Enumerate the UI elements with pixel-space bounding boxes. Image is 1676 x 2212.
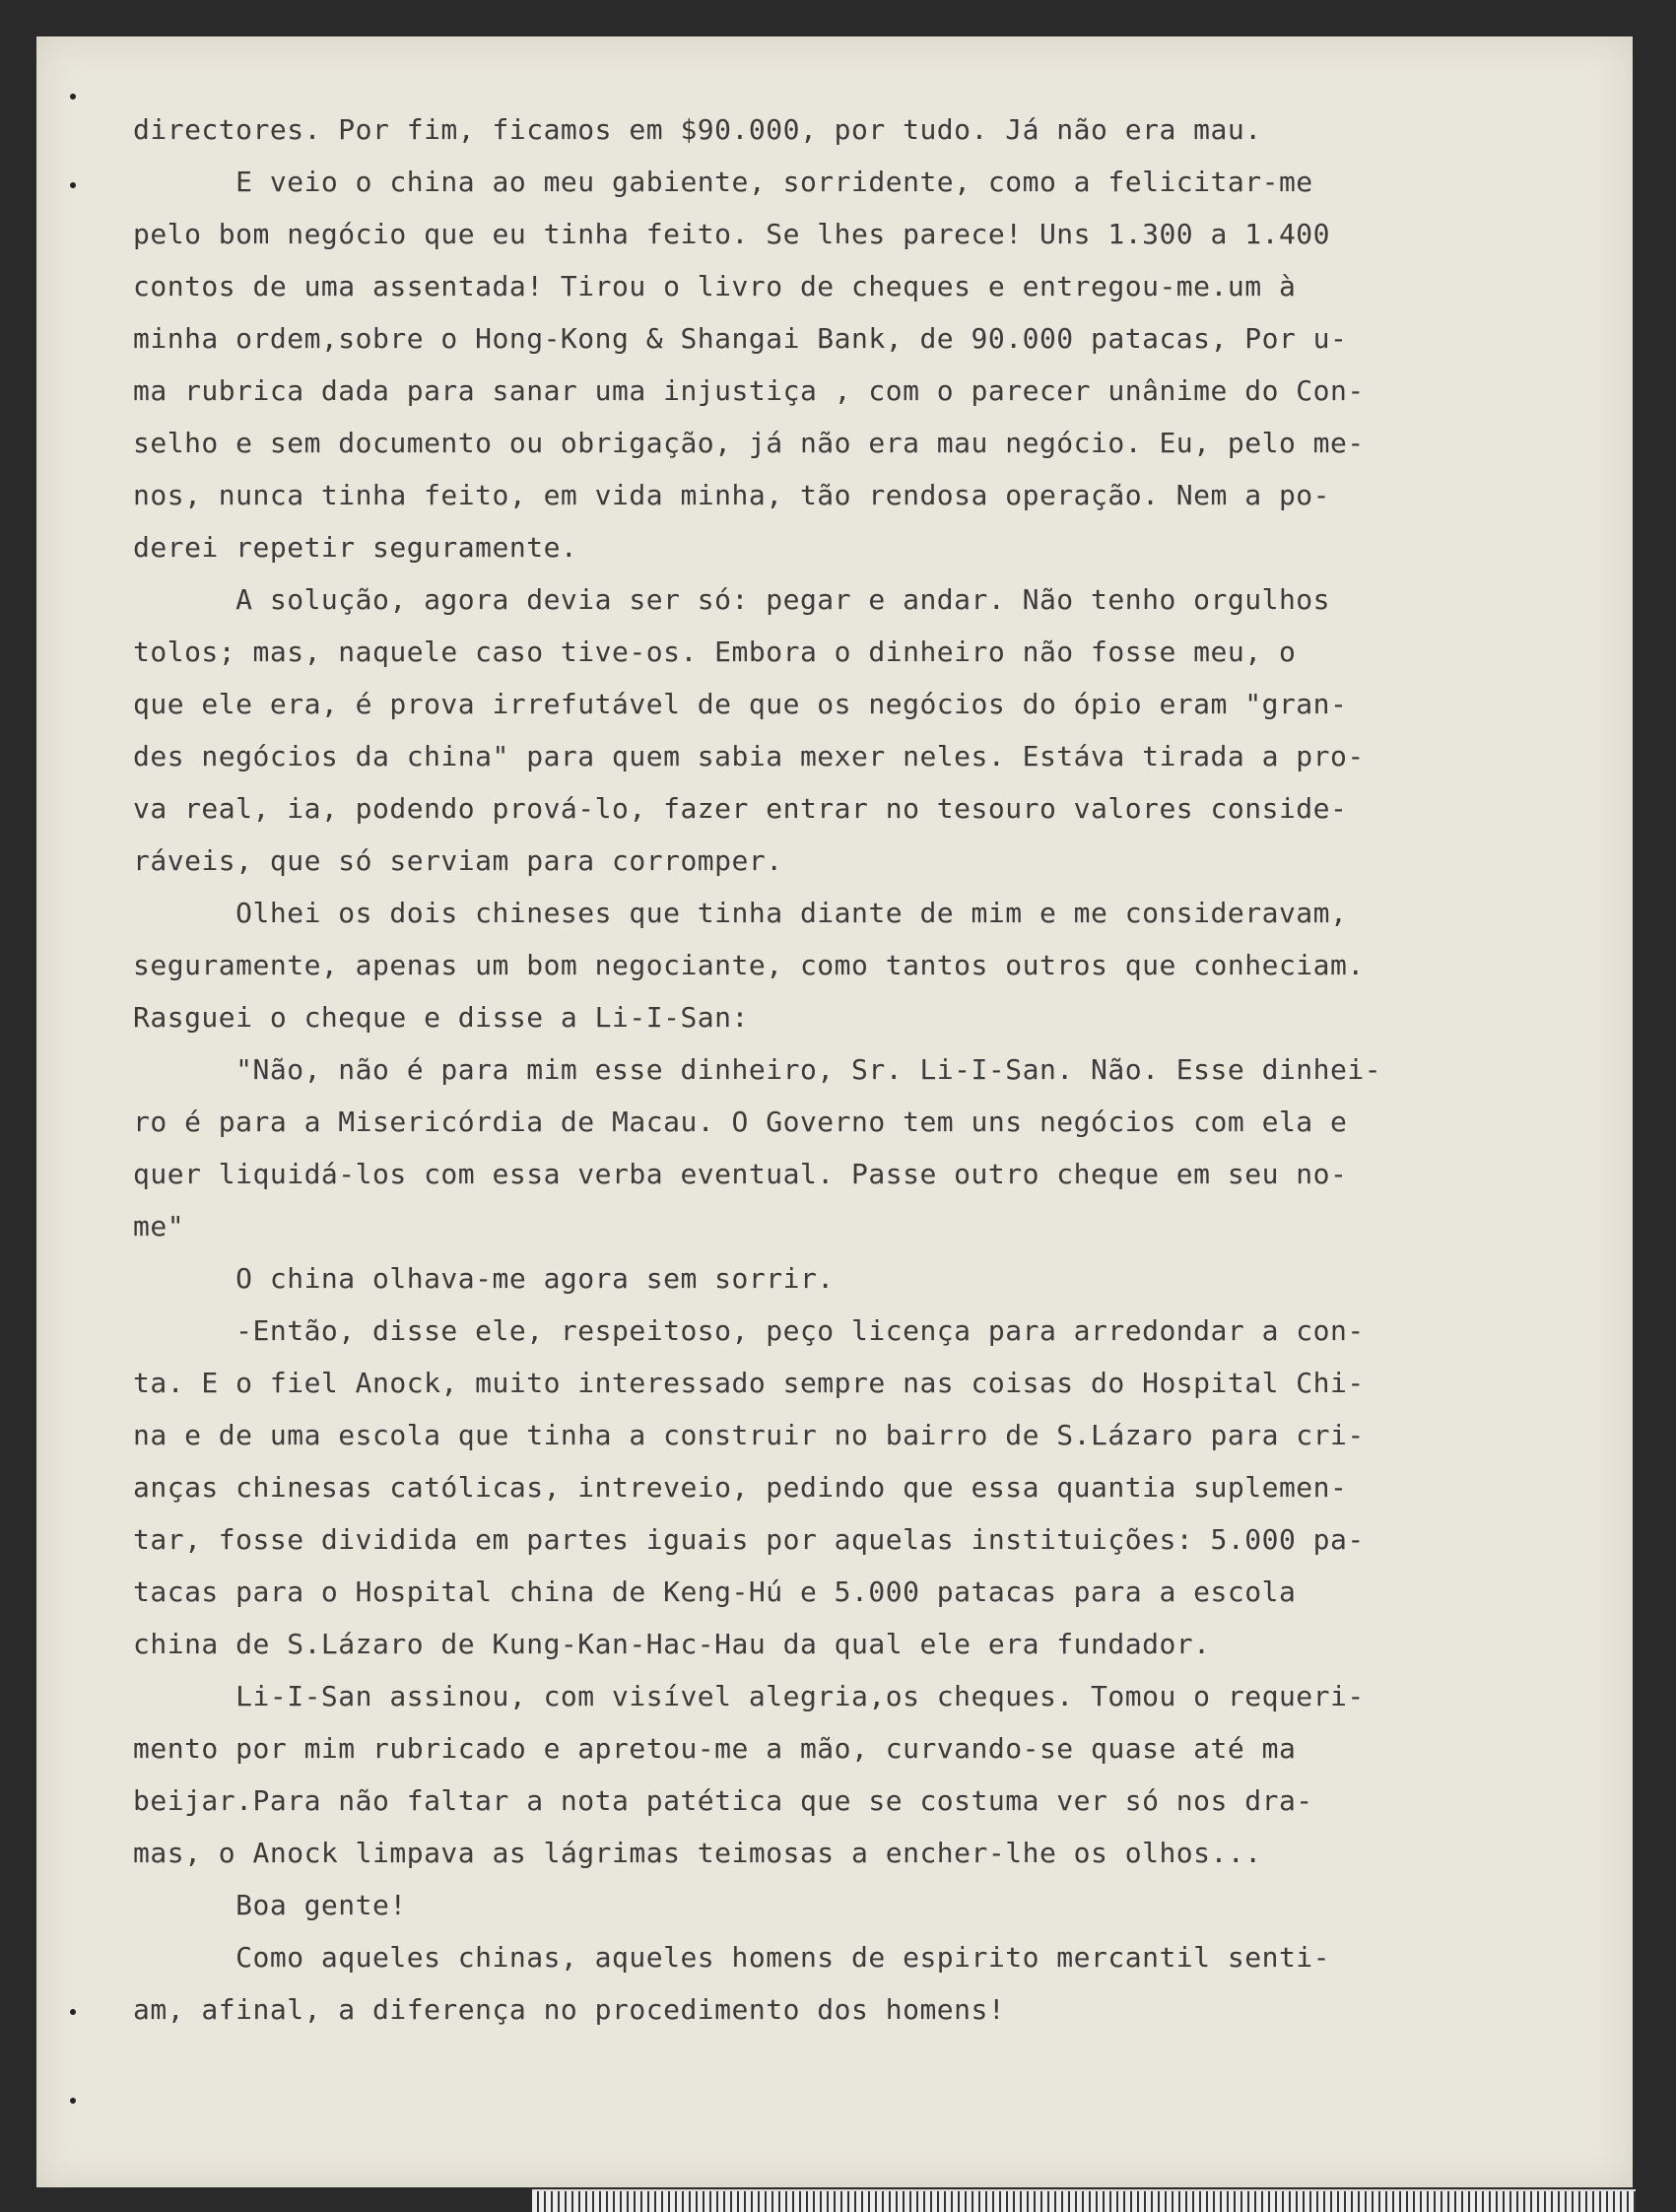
text-line: Rasguei o cheque e disse a Li-I-San: [133,1001,749,1034]
text-line: tar, fosse dividida em partes iguais por aquelas instituições: 5.000 pa- [133,1523,1365,1556]
text-line: A solução, agora devia ser só: pegar e andar. Não tenho orgulhos [133,583,1331,616]
text-line: beijar.Para não faltar a nota patética que se costuma ver só nos dra- [133,1784,1313,1817]
text-line: tolos; mas, naquele caso tive-os. Embora o dinheiro não fosse meu, o [133,636,1297,668]
text-line: E veio o china ao meu gabiente, sorridente, como a felicitar-me [133,166,1313,198]
text-line: minha ordem,sobre o Hong-Kong & Shangai Bank, de 90.000 patacas, Por u- [133,322,1348,355]
text-line: Boa gente! [133,1889,407,1921]
text-line: Como aqueles chinas, aqueles homens de espirito mercantil senti- [133,1941,1331,1974]
text-line: ro é para a Misericórdia de Macau. O Governo tem uns negócios com ela e [133,1106,1348,1138]
text-line: mas, o Anock limpava as lágrimas teimosas a encher-lhe os olhos... [133,1837,1262,1869]
text-line: am, afinal, a diferença no procedimento dos homens! [133,1993,1006,2026]
text-line: que ele era, é prova irrefutável de que os negócios do ópio eram "gran- [133,688,1348,720]
text-line: Olhei os dois chineses que tinha diante de mim e me consideravam, [133,897,1348,929]
text-line: ráveis, que só serviam para corromper. [133,844,783,877]
text-line: pelo bom negócio que eu tinha feito. Se lhes parece! Uns 1.300 a 1.400 [133,218,1331,250]
text-line: ma rubrica dada para sanar uma injustiça , com o parecer unânime do Con- [133,374,1365,407]
scale-ruler [532,2189,1636,2212]
punch-hole-mark [70,2098,76,2104]
text-line: Li-I-San assinou, com visível alegria,os cheques. Tomou o requeri- [133,1680,1365,1712]
text-line: contos de uma assentada! Tirou o livro de cheques e entregou-me.um à [133,270,1297,302]
text-line: tacas para o Hospital china de Keng-Hú e 5.000 patacas para a escola [133,1575,1297,1608]
text-line: china de S.Lázaro de Kung-Kan-Hac-Hau da qual ele era fundador. [133,1628,1211,1660]
text-line: va real, ia, podendo prová-lo, fazer entrar no tesouro valores conside- [133,792,1348,825]
text-line: derei repetir seguramente. [133,531,578,564]
text-line: O china olhava-me agora sem sorrir. [133,1262,835,1295]
text-line: na e de uma escola que tinha a construir no bairro de S.Lázaro para cri- [133,1419,1365,1451]
punch-hole-mark [70,182,76,188]
text-line: seguramente, apenas um bom negociante, como tantos outros que conheciam. [133,949,1365,981]
text-line: me" [133,1210,185,1242]
text-line: -Então, disse ele, respeitoso, peço licença para arredondar a con- [133,1314,1365,1347]
text-line: directores. Por fim, ficamos em $90.000, por tudo. Já não era mau. [133,113,1262,146]
text-line: selho e sem documento ou obrigação, já não era mau negócio. Eu, pelo me- [133,427,1365,459]
text-line: des negócios da china" para quem sabia mexer neles. Estáva tirada a pro- [133,740,1365,772]
text-line: "Não, não é para mim esse dinheiro, Sr. Li-I-San. Não. Esse dinhei- [133,1053,1382,1086]
text-line: nos, nunca tinha feito, em vida minha, tão rendosa operação. Nem a po- [133,479,1331,511]
punch-hole-mark [70,94,76,100]
text-line: anças chinesas católicas, intreveio, pedindo que essa quantia suplemen- [133,1471,1348,1504]
punch-hole-mark [70,2009,76,2015]
text-line: quer liquidá-los com essa verba eventual. Passe outro cheque em seu no- [133,1158,1348,1190]
text-line: mento por mim rubricado e apretou-me a mão, curvando-se quase até ma [133,1732,1297,1765]
text-line: ta. E o fiel Anock, muito interessado sempre nas coisas do Hospital Chi- [133,1367,1365,1399]
